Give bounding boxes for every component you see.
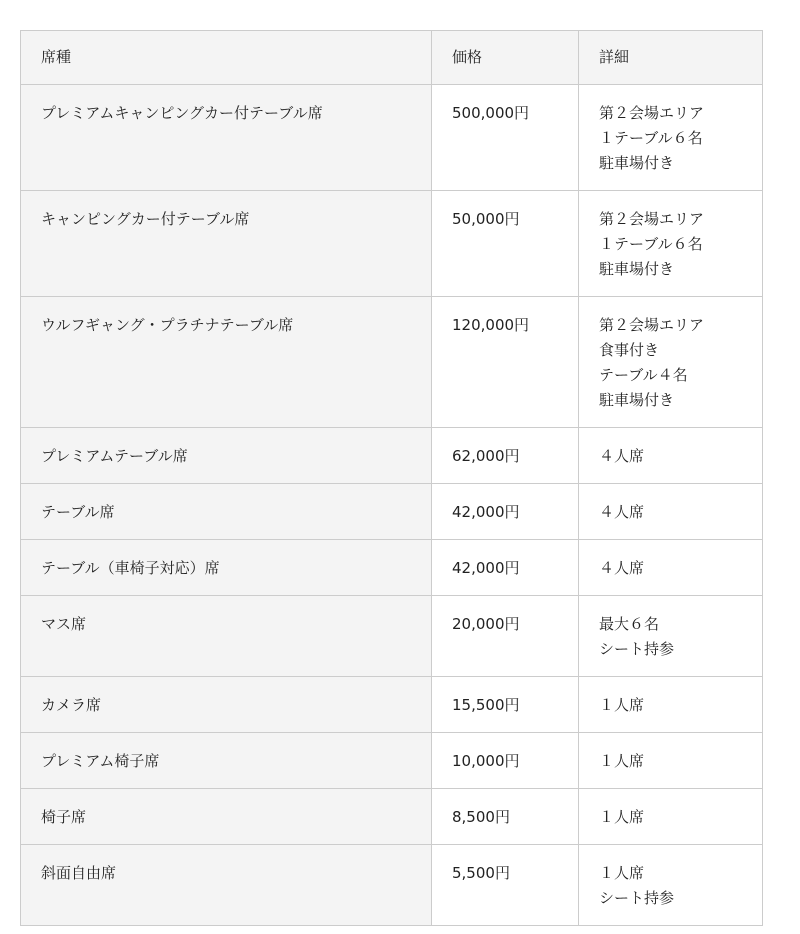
table-row bbox=[21, 85, 763, 191]
seat-type-cell: プレミアムテーブル席 bbox=[21, 428, 432, 484]
seat-type-cell: テーブル席 bbox=[21, 484, 432, 540]
price-cell: 500,000円 bbox=[432, 85, 579, 191]
seat-type-cell: マス席 bbox=[21, 596, 432, 677]
detail-line: １テーブル６名 bbox=[599, 129, 703, 147]
price-cell: 5,500円 bbox=[432, 845, 579, 926]
details-cell bbox=[579, 484, 763, 540]
table-row bbox=[21, 596, 763, 677]
detail-line: １テーブル６名 bbox=[599, 235, 703, 253]
detail-line: シート持参 bbox=[599, 889, 675, 907]
seat-type-cell: プレミアムキャンピングカー付テーブル席 bbox=[21, 85, 432, 191]
seat-type-cell: テーブル（車椅子対応）席 bbox=[21, 540, 432, 596]
seat-type-cell: 椅子席 bbox=[21, 789, 432, 845]
price-cell: 62,000円 bbox=[432, 428, 579, 484]
details-cell bbox=[579, 845, 763, 926]
table-row bbox=[21, 540, 763, 596]
detail-line: 第２会場エリア bbox=[599, 210, 705, 228]
table-row bbox=[21, 297, 763, 428]
table-row bbox=[21, 733, 763, 789]
details-cell bbox=[579, 540, 763, 596]
detail-line: 第２会場エリア bbox=[599, 316, 705, 334]
header-price: 価格 bbox=[432, 31, 579, 85]
details-cell bbox=[579, 733, 763, 789]
details-cell bbox=[579, 297, 763, 428]
table-row bbox=[21, 789, 763, 845]
seat-type-cell: カメラ席 bbox=[21, 677, 432, 733]
seat-price-table-container bbox=[20, 30, 762, 926]
seat-type-cell: プレミアム椅子席 bbox=[21, 733, 432, 789]
detail-line: ４人席 bbox=[599, 447, 645, 465]
detail-line: 駐車場付き bbox=[599, 391, 675, 409]
details-cell bbox=[579, 85, 763, 191]
price-cell: 10,000円 bbox=[432, 733, 579, 789]
details-cell bbox=[579, 677, 763, 733]
price-cell: 42,000円 bbox=[432, 540, 579, 596]
detail-line: ４人席 bbox=[599, 559, 645, 577]
seat-type-cell: キャンピングカー付テーブル席 bbox=[21, 191, 432, 297]
detail-line: 食事付き bbox=[599, 341, 660, 359]
price-cell: 8,500円 bbox=[432, 789, 579, 845]
detail-line: 駐車場付き bbox=[599, 260, 675, 278]
details-cell bbox=[579, 789, 763, 845]
table-row bbox=[21, 845, 763, 926]
seat-type-cell: ウルフギャング・プラチナテーブル席 bbox=[21, 297, 432, 428]
seat-price-table bbox=[20, 30, 763, 926]
table-row bbox=[21, 484, 763, 540]
price-cell: 15,500円 bbox=[432, 677, 579, 733]
detail-line: 第２会場エリア bbox=[599, 104, 705, 122]
table-row bbox=[21, 677, 763, 733]
detail-line: 最大６名 bbox=[599, 615, 660, 633]
table-row bbox=[21, 191, 763, 297]
detail-line: シート持参 bbox=[599, 640, 675, 658]
header-row bbox=[21, 31, 763, 85]
table-row bbox=[21, 428, 763, 484]
detail-line: １人席 bbox=[599, 752, 645, 770]
detail-line: １人席 bbox=[599, 864, 645, 882]
detail-line: テーブル４名 bbox=[599, 366, 688, 384]
detail-line: １人席 bbox=[599, 696, 645, 714]
header-details: 詳細 bbox=[579, 31, 763, 85]
price-cell: 42,000円 bbox=[432, 484, 579, 540]
price-cell: 120,000円 bbox=[432, 297, 579, 428]
details-cell bbox=[579, 428, 763, 484]
detail-line: ４人席 bbox=[599, 503, 645, 521]
header-seat-type: 席種 bbox=[21, 31, 432, 85]
details-cell bbox=[579, 191, 763, 297]
seat-type-cell: 斜面自由席 bbox=[21, 845, 432, 926]
price-cell: 50,000円 bbox=[432, 191, 579, 297]
detail-line: 駐車場付き bbox=[599, 154, 675, 172]
detail-line: １人席 bbox=[599, 808, 645, 826]
table-header bbox=[21, 31, 763, 85]
table-body bbox=[21, 85, 763, 926]
details-cell bbox=[579, 596, 763, 677]
price-cell: 20,000円 bbox=[432, 596, 579, 677]
